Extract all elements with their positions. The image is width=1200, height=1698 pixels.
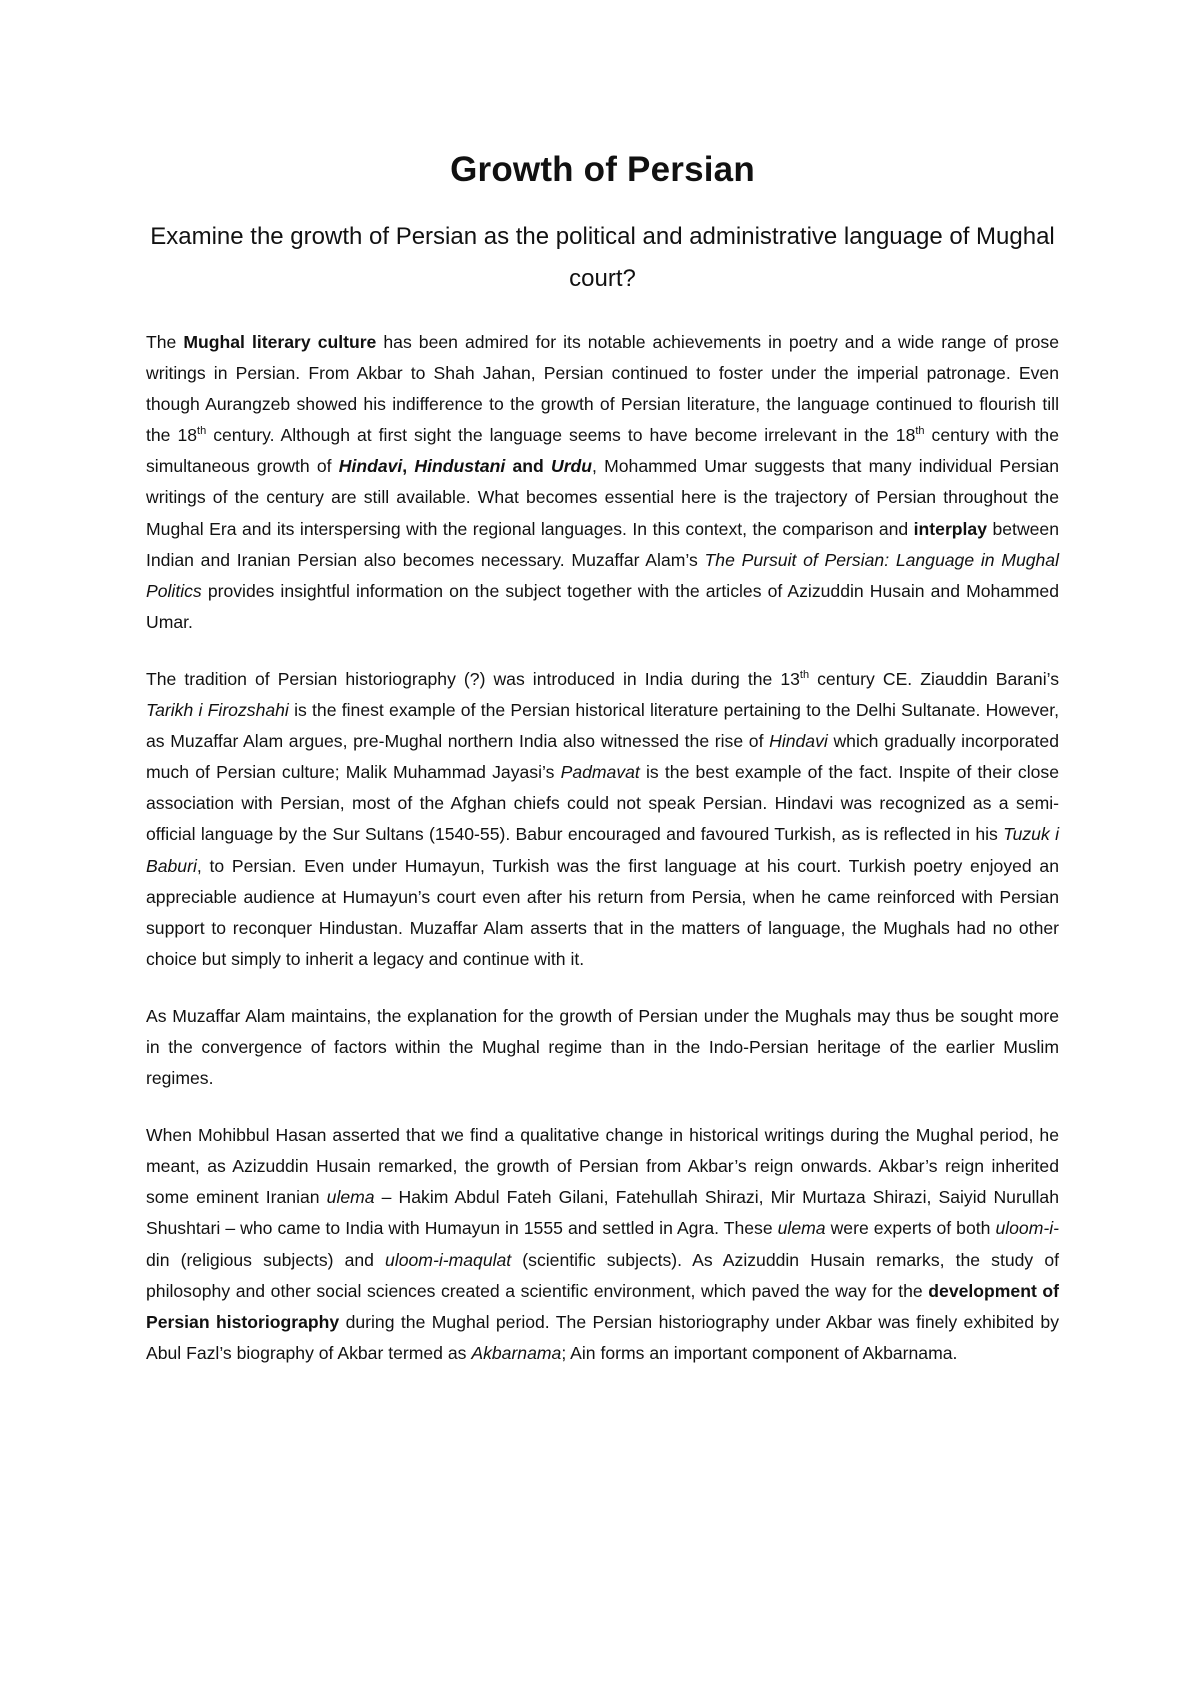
- italic-term: uloom-i-maqulat: [385, 1249, 512, 1270]
- italic-term: ulema: [777, 1218, 826, 1239]
- bold-italic-term: Hindustani: [414, 456, 506, 477]
- text-run: between Indian and Iranian Persian also becomes necessary. Muzaffar Alam’s: [146, 518, 1060, 570]
- text-run: during the Mughal period. The Persian historiography under Akbar was finely exhibited by Abul Fazl’s biography of Akbar termed as: [146, 1311, 1059, 1363]
- text-run: din (religious subjects) and: [146, 1249, 386, 1270]
- question-heading: Examine the growth of Persian as the political and administrative language of Mughal court?: [150, 223, 1055, 292]
- bold-term: development of Persian historiography: [146, 1280, 1060, 1332]
- text-run: When Mohibbul Hasan asserted that we find a qualitative change in historical writings during the Mughal period, he meant, as Azizuddin Husain remarked, the growth of Persian from Akbar’s reign onwards. Akbar’s reign inherited some eminent Iranian: [146, 1125, 1059, 1208]
- paragraph-2: [146, 664, 1059, 975]
- superscript: th: [197, 425, 207, 438]
- paragraph-3: [146, 1001, 1059, 1094]
- bold-term: interplay: [913, 518, 988, 539]
- text-run: The: [146, 332, 184, 352]
- text-run: century with the simultaneous growth of: [146, 425, 1059, 477]
- page-title: Growth of Persian: [450, 150, 755, 189]
- bold-italic-term: Hindavi: [338, 456, 403, 477]
- bold-italic-term: Urdu: [550, 456, 593, 477]
- text-run: is the best example of the fact. Inspite of their close association with Persian, most of the Afghan chiefs could not speak Persian. Hindavi was recognized as a semi-official language by the Sur Sultans (1540-55). Babur encouraged and favoured Turkish, as is reflected in his: [146, 762, 1060, 845]
- bold-term: and: [505, 456, 551, 477]
- superscript: th: [915, 425, 925, 438]
- italic-title: Tarikh i Firozshahi: [146, 700, 289, 721]
- text-run: ; Ain forms an important component of Akbarnama.: [561, 1342, 958, 1363]
- text-run: has been admired for its notable achievements in poetry and a wide range of prose writings in Persian. From Akbar to Shah Jahan, Persian continued to foster under the imperial patronage. Even though Aurangzeb showed his indifference to the growth of Persian literature, the language continued to flourish till the 18: [146, 332, 1059, 446]
- text-run: As Muzaffar Alam maintains, the explanation for the growth of Persian under the Mughals may thus be sought more in the convergence of factors within the Mughal regime than in the Indo-Persian heritage of the earlier Muslim regimes.: [146, 1005, 1059, 1089]
- bold-term: Mughal literary culture: [183, 332, 377, 352]
- text-run: is the finest example of the Persian historical literature pertaining to the Delhi Sultanate. However, as Muzaffar Alam argues, pre-Mughal northern India also witnessed the rise of: [146, 700, 1059, 752]
- italic-title: The Pursuit of Persian: Language in Mughal Politics: [146, 549, 1060, 601]
- text-run: were experts of both: [825, 1218, 996, 1239]
- italic-term: ulema: [326, 1187, 375, 1208]
- text-run: (scientific subjects). As Azizuddin Husain remarks, the study of philosophy and other social sciences created a scientific environment, which paved the way for the: [146, 1249, 1059, 1301]
- text-run: , to Persian. Even under Humayun, Turkish was the first language at his court. Turkish poetry enjoyed an appreciable audience at Humayun’s court even after his return from Persia, when he came reinforced with Persian support to reconquer Hindustan. Muzaffar Alam asserts that in the matters of language, the Mughals had no other choice but simply to inherit a legacy and continue with it.: [146, 855, 1059, 969]
- text-run: , Mohammed Umar suggests that many individual Persian writings of the century are still available. What becomes essential here is the trajectory of Persian throughout the Mughal Era and its interspersing with the regional languages. In this context, the comparison and: [146, 456, 1060, 539]
- paragraph-4: [146, 1120, 1059, 1369]
- text-run: which gradually incorporated much of Persian culture; Malik Muhammad Jayasi’s: [146, 731, 1059, 783]
- paragraph-1: [146, 327, 1059, 638]
- italic-title: Akbarnama: [471, 1342, 562, 1363]
- italic-term: Hindavi: [769, 731, 828, 752]
- text-run: century. Although at first sight the language seems to have become irrelevant in the 18: [206, 425, 916, 446]
- text-run: The tradition of Persian historiography (?) was introduced in India during the 13: [146, 668, 800, 689]
- italic-title: Tuzuk i Baburi: [146, 824, 1060, 876]
- italic-title: Padmavat: [560, 762, 640, 783]
- text-run: – Hakim Abdul Fateh Gilani, Fatehullah Shirazi, Mir Murtaza Shirazi, Saiyid Nurullah Shushtari – who came to India with Humayun in 1555 and settled in Agra. These: [146, 1187, 1059, 1239]
- text-run: provides insightful information on the subject together with the articles of Azizuddin Husain and Mohammed Umar.: [146, 580, 1059, 632]
- superscript: th: [799, 669, 810, 682]
- bold-punct: ,: [402, 456, 415, 477]
- text-run: century CE. Ziauddin Barani’s: [809, 668, 1059, 689]
- italic-term: uloom-i-: [995, 1218, 1059, 1239]
